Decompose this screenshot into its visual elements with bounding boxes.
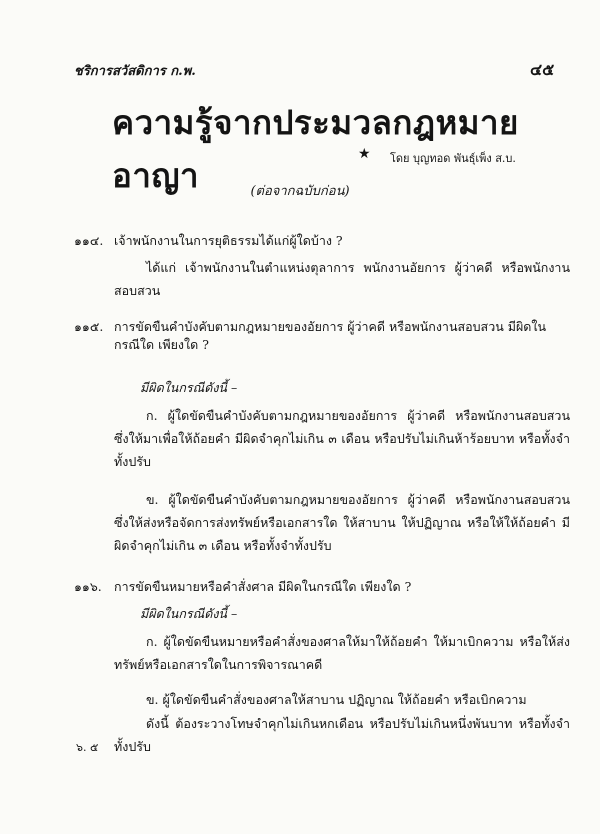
question-number: ๑๑๔. — [74, 233, 104, 248]
subheading: มีผิดในกรณีดังนี้ – — [140, 606, 238, 621]
question-text: การขัดขืนคำบังคับตามกฎหมายของอัยการ ผู้ว่าคดี หรือพนักงานสอบสวน มีผิดในกรณีใด เพียงใด ? — [114, 319, 547, 352]
star-icon: ★ — [358, 146, 371, 162]
stray-mark: ๖. ๕ — [76, 741, 99, 754]
answer-paragraph: ได้แก่ เจ้าพนักงานในตำแหน่งตุลาการ พนักงานอัยการ ผู้ว่าคดี หรือพนักงานสอบสวน — [114, 260, 570, 298]
question-number: ๑๑๕. — [74, 319, 104, 334]
question-text: การขัดขืนหมายหรือคำสั่งศาล มีผิดในกรณีใด เพียงใด ? — [114, 579, 412, 594]
item-paragraph: ก. ผู้ใดขัดขืนหมายหรือคำสั่งของศาลให้มาให้ถ้อยคำ ให้มาเบิกความ หรือให้ส่งทรัพย์หรือเอกสารใดในการพิจารณาคดี — [114, 634, 570, 672]
continued-note: (ต่อจากฉบับก่อน) — [250, 184, 350, 199]
page-number: ๔๕ — [530, 60, 555, 79]
item-paragraph: ข. ผู้ใดขัดขืนคำบังคับตามกฎหมายของอัยการ ผู้ว่าคดี หรือพนักงานสอบสวน ซึ่งให้ส่งหรือจัดการส่งทรัพย์หรือเอกสารใด ให้สาบาน ให้ปฏิญาณ หรือให้ให้ถ้อยคำ มีผิดจำคุกไม่เกิน ๓ เดือน หรือทั้งจำทั้งปรับ — [114, 492, 570, 553]
article-title: ความรู้จากประมวลกฎหมายอาญา — [112, 103, 519, 195]
question-number: ๑๑๖. — [74, 579, 102, 594]
item-paragraph: ก. ผู้ใดขัดขืนคำบังคับตามกฎหมายของอัยการ ผู้ว่าคดี หรือพนักงานสอบสวน ซึ่งให้มาเพื่อให้ถ้อยคำ มีผิดจำคุกไม่เกิน ๓ เดือน หรือปรับไม่เกินห้าร้อยบาท หรือทั้งจำทั้งปรับ — [114, 408, 570, 469]
closing-paragraph: ดังนี้ ต้องระวางโทษจำคุกไม่เกินหกเดือน หรือปรับไม่เกินหนึ่งพันบาท หรือทั้งจำทั้งปรับ — [114, 716, 570, 754]
item-paragraph: ข. ผู้ใดขัดขืนคำสั่งของศาลให้สาบาน ปฏิญาณ ให้ถ้อยคำ หรือเบิกความ — [146, 692, 527, 707]
question-text: เจ้าพนักงานในการยุติธรรมได้แก่ผู้ใดบ้าง ? — [114, 233, 343, 248]
subheading: มีผิดในกรณีดังนี้ – — [140, 380, 238, 395]
header-publication: ชริการสวัสดิการ ก.พ. — [74, 64, 196, 79]
author-byline: โดย บุญทอด พันธุ์เพ็ง ส.บ. — [390, 152, 516, 165]
